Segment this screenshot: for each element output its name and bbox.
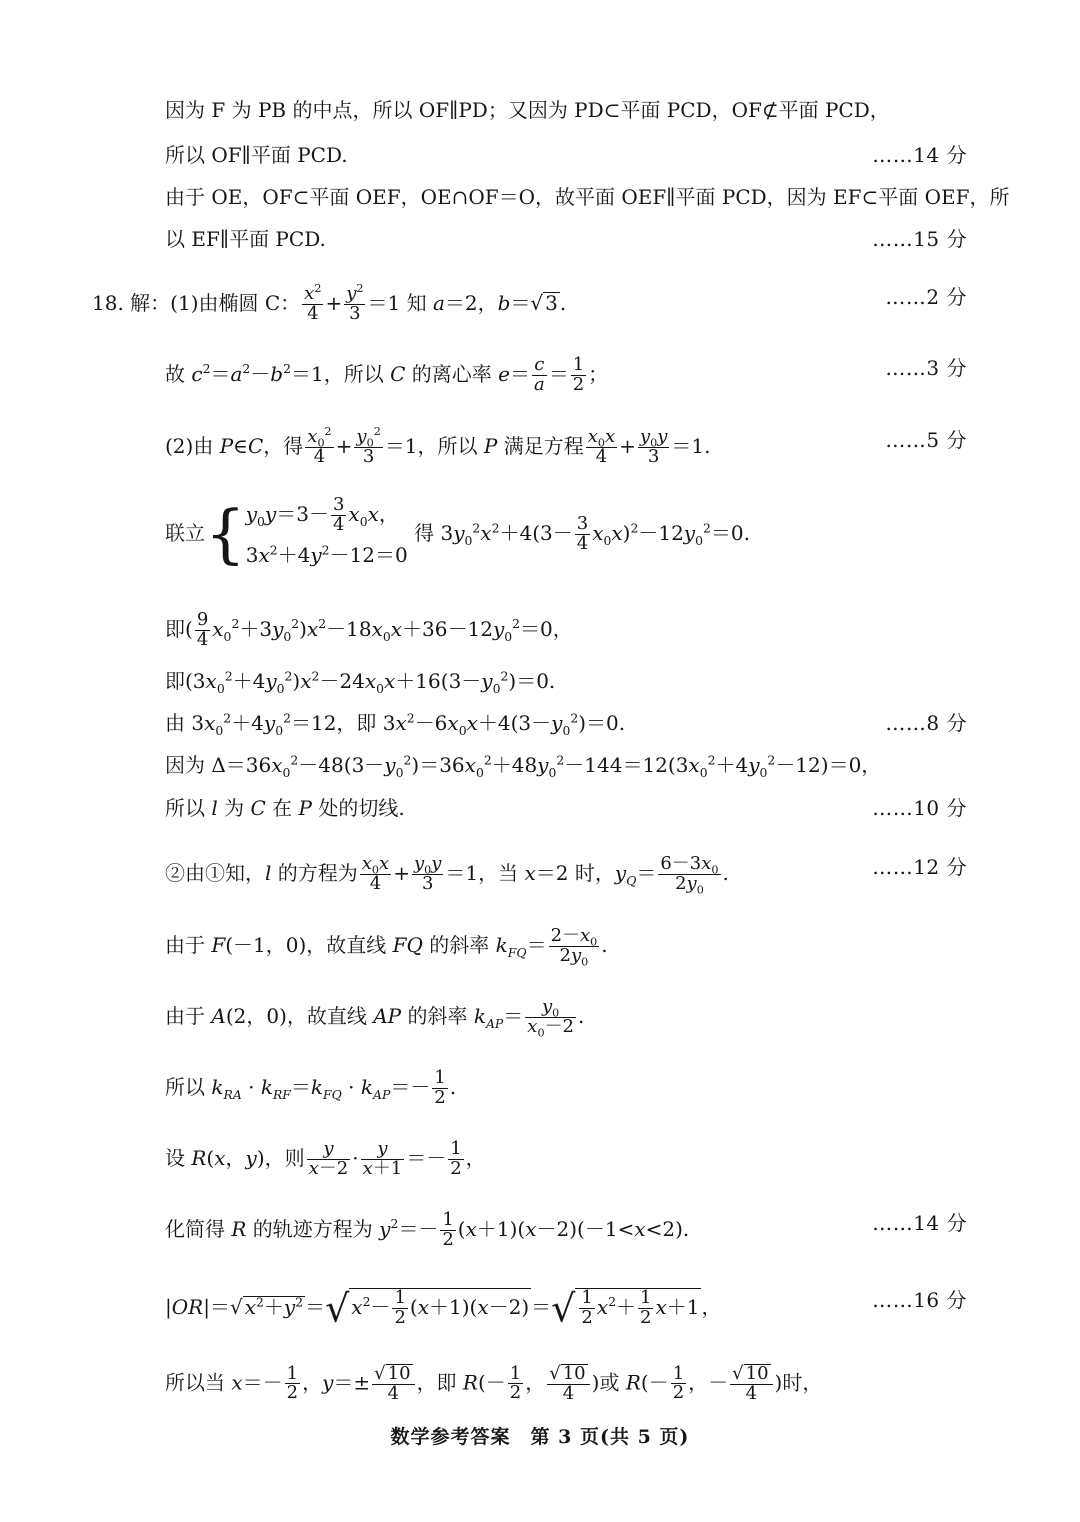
math-line: 因为 $\Delta=36x_0^2-48(3-y_0^2)=36x_0^2+48y_0^2-144=12(3x_0^2+4y_0^2-12)=0$， <box>165 752 882 780</box>
score-marker: ……2 分 <box>885 285 967 309</box>
score-marker: ……14 分 <box>872 143 967 167</box>
score-marker: ……5 分 <box>885 428 967 452</box>
math-line: 设 R(x，y)，则 $\frac{y}{x-2}$ · $\frac{y}{x+1}$ ＝－ $\frac{1}{2}$ ， <box>165 1138 486 1179</box>
math-line: 由于 F(－1，0)，故直线 FQ 的斜率 $k_{FQ}=$ $\frac{2-x_0}{2y_0}$ . <box>165 925 608 969</box>
score-marker: ……12 分 <box>872 855 967 879</box>
math-line: 即( $\frac{9}{4}$ $x_0^2+3y_0^2)x^2-18x_0x+36-12y_0^2=0$， <box>165 609 573 650</box>
score-marker: ……10 分 <box>872 796 967 820</box>
math-line: |OR|＝√ $x^2+y^2$ ＝√ $x^2-$ $\frac{1}{2}$ (x＋1)(x－2) ＝√ $\frac{1}{2}$ $x^2+$ $\frac{1}{2}$ x＋1 ， <box>165 1286 722 1331</box>
problem-number: 18. 解：(1)由椭圆 C： $\frac{x^2}{4}$ + $\frac{y^2}{3}$ ＝1 知 a＝2，b＝√ 3 . <box>92 282 567 324</box>
math-line: 所以 l 为 C 在 P 处的切线. <box>165 796 405 820</box>
text-line-1: 因为 F 为 PB 的中点，所以 OF∥PD；又因为 PD⊂平面 PCD，OF⊄平面 PCD， <box>165 98 890 122</box>
math-line: 所以当 x＝－ $\frac{1}{2}$ ，y＝± $\frac{√ 10}{4}$ ，即 R(－ $\frac{1}{2}$ ， $\frac{√ 10}{4}$ )或 R(－ $\frac{1}{2}$ ，－ $\frac{√ 10}{4}$ )时， <box>165 1362 823 1404</box>
score-marker: ……16 分 <box>872 1288 967 1312</box>
text-line-4: 以 EF∥平面 PCD. <box>165 227 326 251</box>
text-line-2: 所以 OF∥平面 PCD. <box>165 143 348 167</box>
score-marker: ……14 分 <box>872 1211 967 1235</box>
math-line: 由 $3x_0^2+4y_0^2=12$，即 $3x^2-6x_0x+4(3-y_0^2)=0$. <box>165 710 626 738</box>
text-line-3: 由于 OE，OF⊂平面 OEF，OE∩OF＝O，故平面 OEF∥平面 PCD，因为 EF⊂平面 OEF，所 <box>165 185 1010 209</box>
math-line: 化简得 R 的轨迹方程为 $y^2=-$ $\frac{1}{2}$ (x＋1)(x－2)(－1<x<2). <box>165 1209 690 1250</box>
math-line: 所以 $k_{RA} \cdot k_{RF}=k_{FQ} \cdot k_{AP}=-$ $\frac{1}{2}$ . <box>165 1067 457 1108</box>
math-line: (2)由 P∈C，得 $\frac{x_0^2}{4}$ + $\frac{y_0^2}{3}$ ＝1，所以 P 满足方程 $\frac{x_0x}{4}$ + $\frac{y_0y}{3}$ ＝1. <box>165 425 711 467</box>
score-marker: ……8 分 <box>885 711 967 735</box>
math-line: ②由①知，l 的方程为 $\frac{x_0x}{4}$ + $\frac{y_0y}{3}$ ＝1，当 x＝2 时，$y_Q=$ $\frac{6-3x_0}{2y_0}$ . <box>165 853 729 897</box>
math-line: 故 $c^2=a^2-b^2=1$，所以 C 的离心率 e＝ $\frac{c}{a}$ ＝ $\frac{1}{2}$ ； <box>165 354 609 395</box>
math-line: 联立{ $y_0y=3-$ $\frac{3}{4}$ $x_0x$， $3x^2+4y^2-12=0$ 得 $3y_0^2x^2+4(3-$ $\frac{3}{4}$ $x_0x)^2-12y_0^2=0$. <box>165 494 750 572</box>
page-footer: 数学参考答案 第 3 页(共 5 页) <box>390 1426 690 1448</box>
math-line: 即$(3x_0^2+4y_0^2)x^2-24x_0x+16(3-y_0^2)=0$. <box>165 668 556 696</box>
score-marker: ……3 分 <box>885 356 967 380</box>
score-marker: ……15 分 <box>872 227 967 251</box>
math-line: 由于 A(2，0)，故直线 AP 的斜率 $k_{AP}=$ $\frac{y_0}{x_0-2}$ . <box>165 996 585 1040</box>
